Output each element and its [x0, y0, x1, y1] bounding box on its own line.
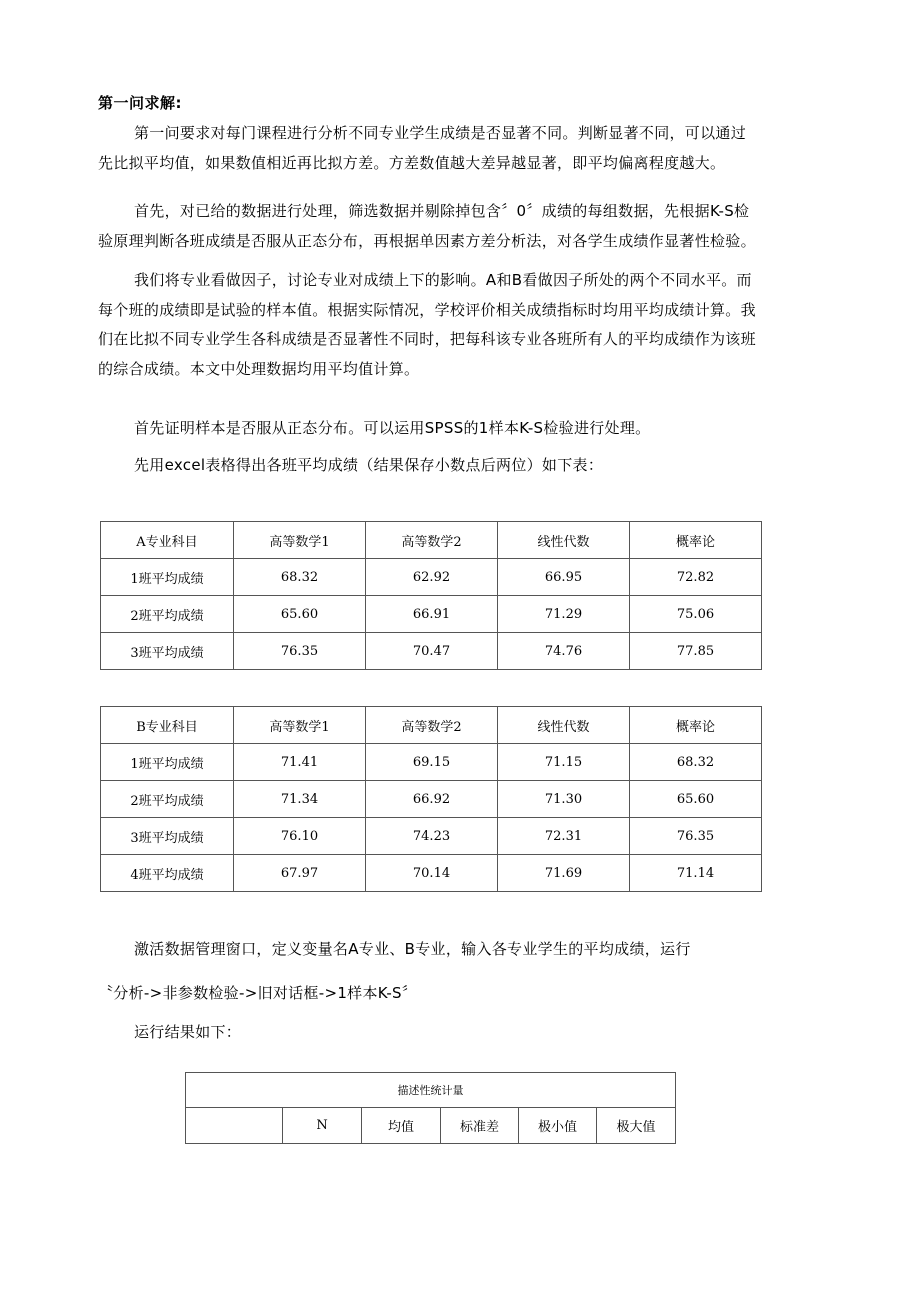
table-cell: 67.97 — [234, 855, 366, 892]
table-cell: 76.10 — [234, 818, 366, 855]
table-cell: 1班平均成绩 — [101, 559, 234, 596]
table-cell: 线性代数 — [498, 522, 630, 559]
table-cell: 极大值 — [597, 1108, 676, 1144]
table-cell: 71.34 — [234, 781, 366, 818]
table-cell: 72.82 — [630, 559, 762, 596]
table-row — [101, 596, 762, 633]
table-row — [101, 559, 762, 596]
table-cell: 线性代数 — [498, 707, 630, 744]
table-cell: 76.35 — [630, 818, 762, 855]
section-heading: 第一问求解: — [98, 94, 182, 112]
table-major-a — [100, 521, 762, 670]
table-cell: 高等数学1 — [234, 522, 366, 559]
table-cell: 3班平均成绩 — [101, 633, 234, 670]
table-cell: 74.23 — [366, 818, 498, 855]
descriptive-stats-table — [185, 1072, 676, 1144]
table-cell: 72.31 — [498, 818, 630, 855]
table-cell: N — [283, 1108, 362, 1144]
table-row — [101, 744, 762, 781]
paragraph-factor: 我们将专业看做因子，讨论专业对成绩上下的影响。A和B看做因子所处的两个不同水平。而每个班的成绩即是试验的样本值。根据实际情况，学校评价相关成绩指标时均用平均成绩计算。我们在比拟不同专业学生各科成绩是否显著性不同时，把每科该专业各班所有人的平均成绩作为该班的综合成绩。本文中处理数据均用平均值计算。 — [98, 271, 756, 378]
table-row — [101, 818, 762, 855]
table-header-row — [101, 707, 762, 744]
table-cell: 均值 — [362, 1108, 441, 1144]
table-cell: 65.60 — [630, 781, 762, 818]
table-row — [101, 855, 762, 892]
table-cell: 65.60 — [234, 596, 366, 633]
table-cell — [186, 1108, 283, 1144]
table-cell: 71.69 — [498, 855, 630, 892]
table-cell: 71.41 — [234, 744, 366, 781]
table-cell: 概率论 — [630, 522, 762, 559]
table-cell: 70.47 — [366, 633, 498, 670]
table-cell: 3班平均成绩 — [101, 818, 234, 855]
table-cell: A专业科目 — [101, 522, 234, 559]
table-cell: 71.30 — [498, 781, 630, 818]
paragraph-menu-path: 〝分析->非参数检验->旧对话框->1样本K-S〞 — [98, 984, 418, 1002]
table-cell: 69.15 — [366, 744, 498, 781]
paragraph-method: 首先，对已给的数据进行处理，筛选数据并剔除掉包含〞0〞成绩的每组数据，先根据K-S检验原理判断各班成绩是否服从正态分布，再根据单因素方差分析法，对各学生成绩作显著性检验。 — [98, 202, 756, 250]
table-cell: 68.32 — [630, 744, 762, 781]
table-cell: 71.29 — [498, 596, 630, 633]
desc-table-title: 描述性统计量 — [186, 1073, 676, 1108]
table-header-row — [101, 522, 762, 559]
table-cell: 4班平均成绩 — [101, 855, 234, 892]
table-cell: 68.32 — [234, 559, 366, 596]
table-cell: B专业科目 — [101, 707, 234, 744]
table-cell: 71.14 — [630, 855, 762, 892]
table-cell: 62.92 — [366, 559, 498, 596]
table-major-b — [100, 706, 762, 892]
paragraph-normality: 首先证明样本是否服从正态分布。可以运用SPSS的1样本K-S检验进行处理。 — [134, 419, 651, 437]
table-row — [101, 633, 762, 670]
table-cell: 71.15 — [498, 744, 630, 781]
table-cell: 77.85 — [630, 633, 762, 670]
paragraph-results: 运行结果如下： — [134, 1023, 242, 1041]
table-cell: 1班平均成绩 — [101, 744, 234, 781]
table-cell: 66.95 — [498, 559, 630, 596]
table-cell: 2班平均成绩 — [101, 596, 234, 633]
table-cell: 2班平均成绩 — [101, 781, 234, 818]
table-cell: 76.35 — [234, 633, 366, 670]
table-row — [101, 781, 762, 818]
table-cell: 75.06 — [630, 596, 762, 633]
table-cell: 高等数学1 — [234, 707, 366, 744]
table-cell: 70.14 — [366, 855, 498, 892]
table-cell: 高等数学2 — [366, 522, 498, 559]
paragraph-excel: 先用excel表格得出各班平均成绩（结果保存小数点后两位）如下表： — [134, 456, 604, 474]
table-cell: 极小值 — [519, 1108, 597, 1144]
table-cell: 高等数学2 — [366, 707, 498, 744]
paragraph-intro: 第一问要求对每门课程进行分析不同专业学生成绩是否显著不同。判断显著不同，可以通过先比拟平均值，如果数值相近再比拟方差。方差数值越大差异越显著，即平均偏离程度越大。 — [98, 124, 747, 172]
table-cell: 概率论 — [630, 707, 762, 744]
table-cell: 标准差 — [441, 1108, 519, 1144]
table-cell: 74.76 — [498, 633, 630, 670]
table-cell: 66.91 — [366, 596, 498, 633]
table-cell: 66.92 — [366, 781, 498, 818]
paragraph-activate: 激活数据管理窗口，定义变量名A专业、B专业，输入各专业学生的平均成绩，运行 — [134, 940, 691, 958]
table-header-row — [186, 1108, 676, 1144]
